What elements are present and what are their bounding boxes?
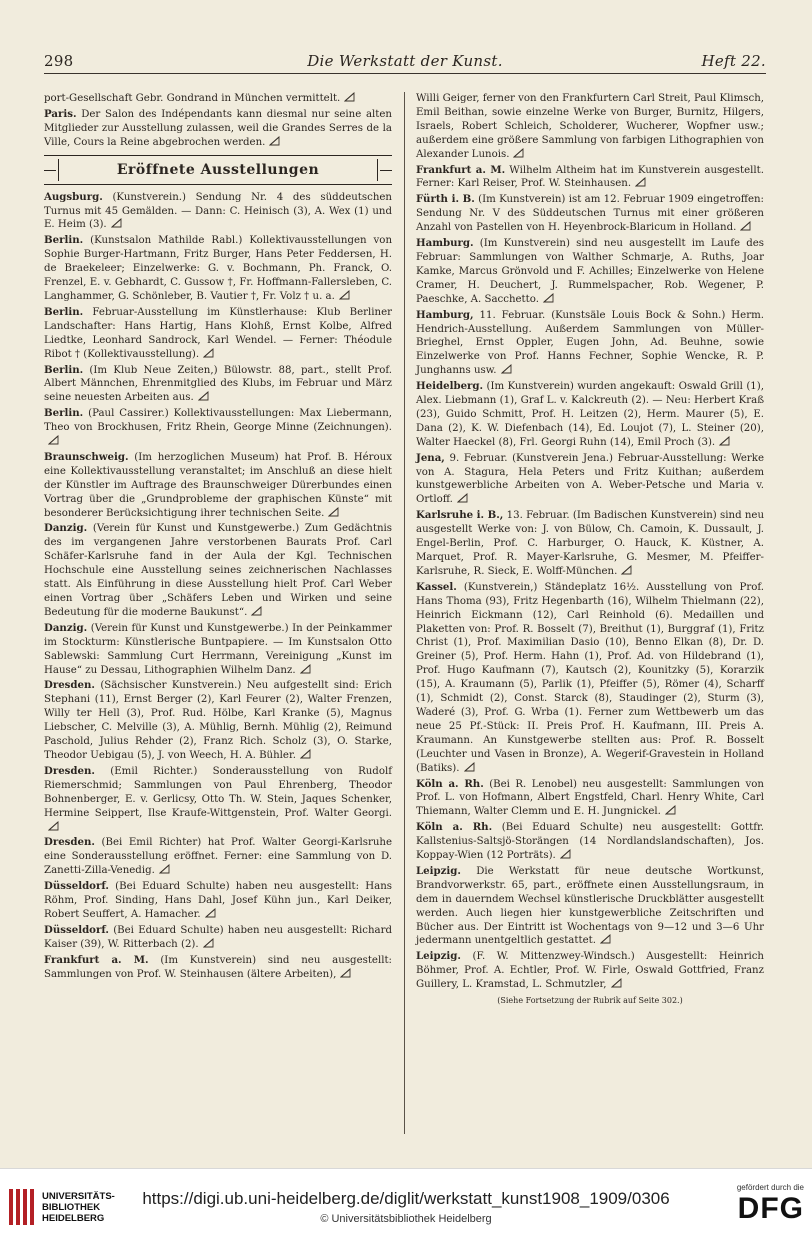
notice-entry: [416, 237, 764, 307]
end-mark-icon: [111, 218, 122, 228]
permalink-url[interactable]: https://digi.ub.uni-heidelberg.de/diglit/werkstatt_kunst1908_1909/0306: [142, 1189, 670, 1208]
entry-text: (Paul Cassirer.) Kollektivausstellungen: Max Liebermann, Theo von Brockhusen, Fritz Rhein, George Minne (Zeichnungen).: [44, 408, 393, 434]
notice-entry: [44, 92, 392, 106]
copyright-notice: © Universitätsbibliothek Heidelberg: [320, 1213, 492, 1225]
entry-text: (Im Kunstverein) wurden angekauft: Oswald Grill (1), Alex. Liebmann (1), Graf L. v. Kalckreuth (2). — Neu: Herbert Kraß (23), Guido Schmitt, Prof. H. Leitzen (2), Herm. Maurer (5), E. Dana (2), K. W. Diefenbach (14), Ed. Loujot (7), L. Steiner (20), Walter Haeckel (8), Frl. Georgi Ruhn (14), Emil Proch (3).: [416, 381, 764, 448]
end-mark-icon: [344, 92, 355, 102]
notice-entry: [44, 622, 392, 678]
entry-location: Danzig.: [44, 522, 88, 535]
entry-location: Berlin.: [44, 305, 84, 318]
digitization-footer: [0, 1168, 812, 1244]
notice-entry: [416, 950, 764, 992]
entry-location: Dresden.: [44, 679, 95, 692]
notice-entry: [416, 509, 764, 579]
entry-location: Dresden.: [44, 764, 95, 777]
page-number: 298: [44, 52, 74, 70]
entry-text: 13. Februar. (Im Badischen Kunstverein) sind neu ausgestellt Werke von: J. von Bülow, Ch. Camoin, K. Dussault, J. Engel-Berlin, Prof. C. Harburger, O. Hauck, K. Küstner, A. Marquet, Prof. R. Mayer-Karlsruhe, G. Mesmer, M. Pfeiffer-Karlsruhe, R. Sieck, E. Wolff-München.: [416, 510, 764, 577]
header-rule: [44, 73, 766, 74]
left-top-entries: [44, 92, 392, 150]
notice-entry: [44, 108, 392, 150]
entry-location: Kassel.: [416, 580, 457, 593]
notice-entry: [44, 924, 392, 952]
notice-entry: [44, 880, 392, 922]
notice-entry: [44, 765, 392, 835]
notice-entry: [416, 164, 764, 192]
entry-text: (Sächsischer Kunstverein.) Neu aufgestellt sind: Erich Stephani (11), Ernst Berger (2), Karl Feurer (2), Walter Frenzen, Willy ter Hell (3), Prof. Rud. Hölbe, Karl Kranke (5), Magnus Liebscher, C. Melville (3), A. Mühlig, Bernh. Mühlig (2), Reimund Paschold, Julius Rehder (2), Franz Rich. Scholz (3), O. Starke, Theodor Uebigau (5), J. von Weech, H. A. Bühler.: [44, 680, 392, 761]
notice-entry: [44, 522, 392, 619]
end-mark-icon: [48, 435, 59, 445]
entry-text: Februar-Ausstellung im Künstlerhause: Klub Berliner Landschafter: Hans Hartig, Hans Klohß, Ernst Kolbe, Alfred Liedtke, Leonhard Sandrock, Karl Wendel. — Ferner: Théodule Ribot † (Kollektivausstellung).: [44, 306, 392, 360]
end-mark-icon: [600, 934, 611, 944]
issue-number: Heft 22.: [701, 52, 766, 70]
entry-location: Frankfurt a. M.: [44, 953, 149, 966]
entry-location: Heidelberg.: [416, 380, 484, 393]
entry-location: Berlin.: [44, 363, 84, 376]
dfg-wordmark: DFG: [737, 1192, 804, 1225]
entry-location: Braunschweig.: [44, 450, 129, 463]
entry-location: Berlin.: [44, 407, 84, 420]
entry-location: Leipzig.: [416, 864, 461, 877]
end-mark-icon: [719, 436, 730, 446]
notice-entry: [44, 364, 392, 406]
section-heading: Eröffnete Ausstellungen: [58, 159, 378, 181]
entry-location: Dresden.: [44, 836, 95, 849]
entry-text: (Kunstverein,) Ständeplatz 16½. Ausstellung von Prof. Hans Thoma (93), Fritz Hegenbarth (16), Wilhelm Thielmann (22), Heinrich Eickmann (12), Carl Reinhold (6). Medaillen und Plaketten von: Prof. R. Bosselt (7), Breithut (1), Burggraf (1), Fritz Christ (1), Prof. Maximilian Dasio (10), Benno Elkan (8), Dr. D. Greiner (5), Prof. Herm. Hahn (1), Prof. Ad. von Hildebrand (1), Prof. Hugo Kaufmann (7), Kautsch (2), Kounitzky (5), Korarzik (15), A. Kraumann (5), Parlik (1), Pfeiffer (5), Römer (4), Scharff (1), Schmidt (2), Const. Starck (8), Staudinger (2), Sturm (3), Waderé (3), Prof. G. Wrba (1). Ferner zum Wettbewerb um das neue 25 Pf.-Stück: II. Preis Prof. H. Kaufmann, III. Preis A. Kraumann. An Kunstgewerbe stellten aus: Prof. R. Bosselt (Leuchter und Vasen in Bronze), A. Wegerif-Gravestein in Holland (Batiks).: [416, 581, 764, 774]
end-mark-icon: [611, 978, 622, 988]
end-mark-icon: [513, 148, 524, 158]
end-mark-icon: [501, 364, 512, 374]
entry-location: Köln a. Rh.: [416, 777, 484, 790]
entry-location: Berlin.: [44, 234, 84, 247]
entry-text: (Im Klub Neue Zeiten,) Bülowstr. 88, part., stellt Prof. Albert Männchen, Ehrenmitglied des Klubs, im Februar und März seine neuesten Arbeiten aus.: [44, 364, 393, 404]
entry-location: Augsburg.: [44, 190, 103, 203]
entry-text: (Im herzoglichen Museum) hat Prof. B. Héroux eine Kollektivausstellung veranstaltet; im Anschluß an diese hielt der Künstler im Auftrage des Braunschweiger Dürerbundes einen Vortrag über die „Grundprobleme der graphischen Künste“ mit besonderer Berücksichtigung ihrer technischen Seite.: [44, 451, 392, 519]
notice-entry: [44, 679, 392, 762]
end-mark-icon: [198, 391, 209, 401]
notice-entry: [416, 452, 764, 508]
library-name: UNIVERSITÄTS-BIBLIOTHEK HEIDELBERG: [42, 1191, 115, 1224]
notice-entry: [44, 451, 392, 521]
notice-entry: [44, 407, 392, 449]
notice-entry: [416, 309, 764, 379]
entry-location: Köln a. Rh.: [416, 821, 493, 834]
entry-text: (Kunstsalon Mathilde Rabl.) Kollektivausstellungen von Sophie Burger-Hartmann, Fritz Burger, Hans Peter Feddersen, H. de Braekeleer; Einzelwerke: G. v. Bochmann, Ph. Franck, O. Frenzel, E. v. Gebhardt, C. Gussow †, Fr. Hoffmann-Fallersleben, C. Langhammer, G. Schönleber, B. Vautier †, Fr. Volz † u. a.: [44, 235, 392, 302]
notice-entry: [44, 191, 392, 233]
entry-text: (Kunstverein.) Sendung Nr. 4 des süddeutschen Turnus mit 45 Gemälden. — Dann: C. Heinisch (3), A. Wex (1) und E. Heim (3).: [44, 191, 392, 231]
entry-location: Düsseldorf.: [44, 880, 109, 893]
end-mark-icon: [269, 136, 280, 146]
notice-entry: [416, 581, 764, 776]
entry-location: Hamburg,: [416, 308, 474, 321]
end-mark-icon: [328, 507, 339, 517]
entry-text: (Verein für Kunst und Kunstgewerbe.) Zum Gedächtnis des im vergangenen Jahre verstorbenen Baurats Prof. Carl Schäfer-Karlsruhe fand in der Aula der Kgl. Technischen Hochschule eine Ausstellung seines zeichnerischen Nachlasses statt. Als Einführung in diese Ausstellung hielt Prof. Carl Weber einen Vortrag über „Schäfers Leben und Wirken und seine Bedeutung für die moderne Baukunst“.: [44, 523, 392, 618]
entry-location: Jena,: [416, 451, 445, 464]
end-mark-icon: [543, 293, 554, 303]
end-mark-icon: [560, 849, 571, 859]
entry-text: Die Werkstatt für neue deutsche Wortkunst, Brandvorwerkstr. 65, part., eröffnete einen Ausstellungsraum, in dem in dauerndem Wechsel künstlerische Druckblätter ausgestellt werden. Auch liegen hier kunstgewerbliche Zeitschriften und Bücher aus. Der Eintritt ist Wochentags von 9—12 und 3—6 Uhr jedermann unentgeltlich gestattet.: [416, 865, 764, 947]
entry-location: Hamburg.: [416, 237, 474, 250]
entry-text: 11. Februar. (Kunstsäle Louis Bock & Sohn.) Herm. Hendrich-Ausstellung. Außerdem Sammlungen von Müller-Brieghel, Ernst Oppler, Eugen John, Ad. Beuhne, sowie Einzelwerke von Prof. Hanns Fechner, Sophie Wencke, R. P. Junghanns usw.: [416, 309, 764, 377]
end-mark-icon: [48, 821, 59, 831]
entry-location: Leipzig.: [416, 950, 461, 963]
entry-location: Danzig.: [44, 621, 88, 634]
end-mark-icon: [621, 565, 632, 575]
notice-entry: [44, 836, 392, 878]
end-mark-icon: [300, 664, 311, 674]
entry-text: Wilhelm Altheim hat im Kunstverein ausgestellt. Ferner: Karl Reiser, Prof. W. Steinhausen.: [416, 164, 764, 190]
entry-text: Willi Geiger, ferner von den Frankfurtern Carl Streit, Paul Klimsch, Emil Beithan, sowie einzelne Werke von Burger, Burnitz, Hilgers, Israels, Robert Schleich, Scholderer, Wucherer, Wopfner usw.; außerdem eine größere Sammlung von farbigen Lithographien von Alexander Lunois.: [416, 93, 764, 160]
notice-entry: [416, 865, 764, 948]
end-mark-icon: [464, 762, 475, 772]
notice-entry: [44, 234, 392, 304]
end-mark-icon: [203, 348, 214, 358]
entry-text: (Im Kunstverein) sind neu ausgestellt: Sammlungen von Prof. W. Steinhausen (ältere Arbeiten),: [44, 954, 392, 980]
end-mark-icon: [340, 968, 351, 978]
entry-text: (Emil Richter.) Sonderausstellung von Rudolf Riemerschmid; Sammlungen von Paul Ehrenberg, Theodor Bohnenberger, E. v. Gerlicsy, Otto Th. W. Stein, Jaques Schenker, Hermine Seippert, Ilse Kraufe-Wittgenstein, Prof. Walter Georgi.: [44, 765, 392, 819]
left-entries: [44, 191, 392, 982]
end-mark-icon: [740, 221, 751, 231]
end-mark-icon: [203, 938, 214, 948]
entry-text: (Bei Eduard Schulte) haben neu ausgestellt: Hans Röhm, Prof. Sinding, Hans Dahl, Josef Kühn jun., Karl Deiker, Robert Seuffert, A. Hamacher.: [44, 881, 392, 920]
end-mark-icon: [457, 493, 468, 503]
end-mark-icon: [205, 908, 216, 918]
section-heading-box: [44, 155, 392, 185]
left-column: [44, 92, 392, 983]
entry-location: Karlsruhe i. B.,: [416, 509, 504, 522]
right-column: [416, 92, 764, 1008]
entry-location: Düsseldorf.: [44, 923, 109, 936]
end-mark-icon: [635, 177, 646, 187]
entry-text: (Bei Emil Richter) hat Prof. Walter Georgi-Karlsruhe eine Sonderausstellung eröffnet. Ferner: eine Sammlung von D. Zanetti-Zilla-Venedig.: [44, 837, 392, 877]
page-header: [44, 50, 766, 72]
entry-text: (Im Kunstverein) ist am 12. Februar 1909 eingetroffen: Sendung Nr. V des Süddeutschen Turnus mit einer größeren Anzahl von Pastellen von H. Heyenbrock-Blaricum in Holland.: [416, 194, 764, 234]
journal-title: Die Werkstatt der Kunst.: [307, 52, 503, 70]
end-mark-icon: [665, 805, 676, 815]
continuation-note: (Siehe Fortsetzung der Rubrik auf Seite 302.): [497, 996, 683, 1006]
entry-location: Fürth i. B.: [416, 193, 475, 206]
notice-entry: [416, 92, 764, 162]
dfg-logo: [708, 1183, 804, 1237]
notice-entry: [416, 778, 764, 820]
entry-text: 9. Februar. (Kunstverein Jena.) Februar-Ausstellung: Werke von A. Stagura, Hela Peters und Fritz Kuithan; außerdem kunstgewerbliche Arbeiten von A. Weber-Petsche und Maria v. Ortloff.: [416, 452, 764, 506]
notice-entry: [416, 380, 764, 450]
entry-text: Der Salon des Indépendants kann diesmal nur seine alten Mitglieder zur Ausstellung zulassen, weil die Grandes Serres de la Ville, Cours la Reine abgebrochen werden.: [44, 108, 392, 148]
notice-entry: [44, 954, 392, 982]
entry-location: Frankfurt a. M.: [416, 163, 506, 176]
end-mark-icon: [159, 864, 170, 874]
entry-text: (Bei Eduard Schulte) haben neu ausgestellt: Richard Kaiser (39), W. Ritterbach (2).: [44, 924, 392, 950]
column-divider: [404, 92, 405, 1134]
end-mark-icon: [300, 749, 311, 759]
end-mark-icon: [251, 606, 262, 616]
entry-text: (Bei R. Lenobel) neu ausgestellt: Sammlungen von Prof. L. von Hofmann, Albert Engstfeld, Charl. Henry White, Carl Thiemann, Walter Clemm und E. H. Jungnickel.: [416, 778, 764, 818]
end-mark-icon: [339, 290, 350, 300]
right-entries: [416, 92, 764, 992]
notice-entry: [416, 821, 764, 863]
entry-text: port-Gesellschaft Gebr. Gondrand in München vermittelt.: [44, 93, 341, 104]
dfg-caption: gefördert durch die: [736, 1183, 804, 1192]
entry-text: (Bei Eduard Schulte) neu ausgestellt: Gottfr. Kallstenius-Saltsjö-Storängen (14 Nordlandslandschaften), Jos. Koppay-Wien (12 Porträts).: [416, 822, 764, 862]
entry-text: (F. W. Mittenzwey-Windsch.) Ausgestellt: Heinrich Böhmer, Prof. A. Echtler, Prof. W. Firle, Oswald Gottfried, Franz Guillery, L. Kramstad, L. Schmutzler,: [416, 951, 764, 991]
notice-entry: [44, 306, 392, 362]
entry-text: (Im Kunstverein) sind neu ausgestellt im Laufe des Februar: Sammlungen von Walther Schmarje, A. Ruths, Joar Kamke, Marcus Grönvold und F. Achilles; Einzelwerke von Helene Cramer, H. Deuchert, J. Rummelspacher, Rob. Wegener, P. Paeschke, A. Sacchetto.: [416, 238, 764, 305]
entry-location: Paris.: [44, 107, 77, 120]
notice-entry: [416, 193, 764, 235]
entry-text: (Verein für Kunst und Kunstgewerbe.) In der Peinkammer im Stockturm: Künstlerische Buntpapiere. — Im Kunstsalon Otto Sablewski: Sammlung Curt Herrmann, Vereinigung „Kunst im Hause“ zu Dessau, Lithographien Wilhelm Danz.: [44, 622, 393, 676]
